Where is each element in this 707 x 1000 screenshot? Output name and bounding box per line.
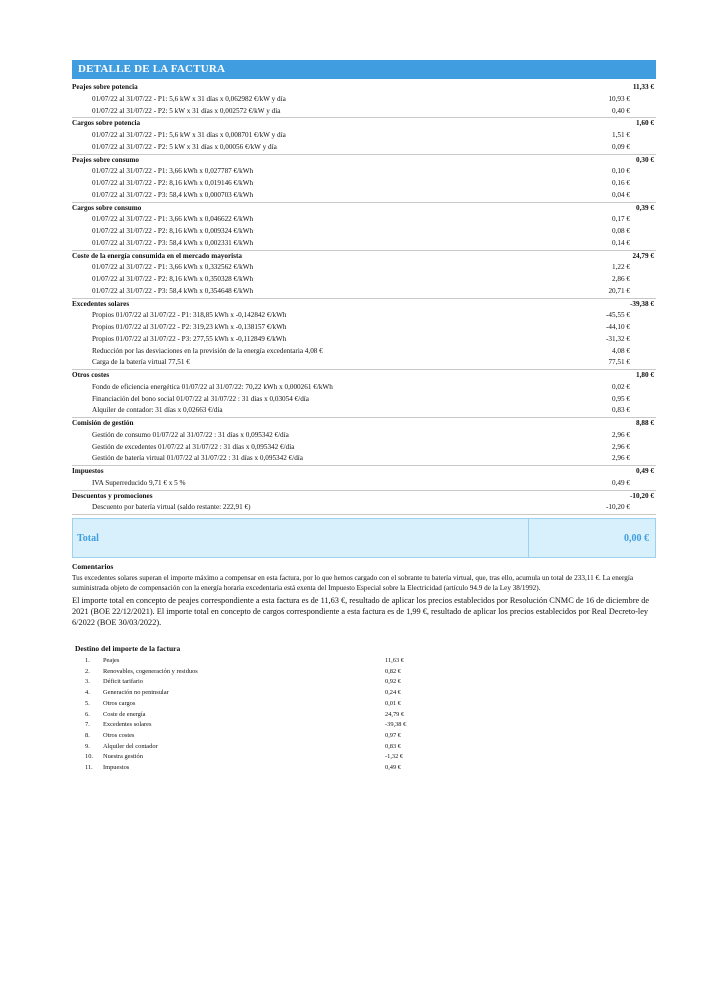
- line-item-amount: 20,71 €: [608, 286, 630, 295]
- section-title: Otros costes: [72, 371, 110, 379]
- line-item-row: [72, 346, 656, 358]
- destination-number: 4.: [85, 689, 90, 697]
- section-amount: 8,88 €: [636, 419, 654, 427]
- destination-row: [75, 656, 656, 667]
- line-item-description: 01/07/22 al 31/07/22 - P1: 3,66 kWh x 0,027787 €/kWh: [92, 167, 254, 176]
- comments-paragraph-1: Tus excedentes solares superan el importe máximo a compensar en esta factura, por lo que hemos cargado con el sobrante tu batería virtual, que, tras ello, acumula un total de 233,11 €. La energía suministrada objeto de compensación con la energía horaria excedentaria está exenta del Impuesto Especial sobre la Electricidad (artículo 94.9 de la Ley 38/1992).: [72, 574, 634, 592]
- line-item-amount: -45,55 €: [606, 311, 630, 320]
- destination-label: Renovables, cogeneración y residuos: [103, 667, 198, 675]
- destination-number: 8.: [85, 731, 90, 739]
- destination-row: [75, 667, 656, 678]
- line-item-amount: 0,95 €: [612, 394, 630, 403]
- section-amount: -10,20 €: [630, 491, 654, 500]
- destination-value: 0,82 €: [385, 667, 401, 675]
- line-item-row: [72, 130, 656, 142]
- line-item-description: Carga de la batería virtual 77,51 €: [92, 358, 190, 367]
- destination-label: Excedentes solares: [103, 721, 152, 729]
- destination-value: 0,92 €: [385, 678, 401, 686]
- section-title: Cargos sobre potencia: [72, 119, 141, 128]
- invoice-detail: [72, 60, 656, 774]
- destination-label: Déficit tarifario: [103, 678, 143, 686]
- line-item-description: 01/07/22 al 31/07/22 - P2: 5 kW x 31 días x 0,002572 €/kW y día: [92, 106, 281, 115]
- line-item-row: [72, 334, 656, 346]
- section-title: Excedentes solares: [72, 299, 130, 308]
- destination-row: [75, 731, 656, 742]
- line-item-amount: 2,96 €: [612, 454, 630, 463]
- destination-number: 3.: [85, 678, 90, 686]
- destination-number: 6.: [85, 710, 90, 718]
- line-item-amount: 0,14 €: [612, 238, 630, 247]
- line-item-description: 01/07/22 al 31/07/22 - P2: 8,16 kWh x 0,009324 €/kWh: [92, 227, 254, 235]
- section-header-row: [72, 82, 656, 94]
- line-item-row: [72, 322, 656, 334]
- section-title: Coste de la energía consumida en el mercado mayorista: [72, 251, 242, 260]
- destination-list: [75, 656, 656, 774]
- line-item-row: [72, 178, 656, 190]
- line-item-description: 01/07/22 al 31/07/22 - P3: 58,4 kWh x 0,000703 €/kWh: [92, 190, 254, 199]
- comments-section: [72, 562, 656, 628]
- total-label: Total: [77, 532, 99, 544]
- section-amount: 11,33 €: [632, 83, 654, 91]
- destination-row: [75, 742, 656, 753]
- line-item-description: 01/07/22 al 31/07/22 - P2: 8,16 kWh x 0,019146 €/kWh: [92, 179, 254, 187]
- destination-label: Peajes: [103, 657, 120, 664]
- comments-title: Comentarios: [72, 562, 114, 571]
- section-title: Cargos sobre consumo: [72, 203, 142, 212]
- line-item-row: [72, 394, 656, 406]
- line-item-description: Reducción por las desviaciones en la previsión de la energía excedentaria 4,08 €: [92, 346, 323, 355]
- line-item-description: Fondo de eficiencia energética 01/07/22 al 31/07/22: 70,22 kWh x 0,000261 €/kWh: [92, 382, 333, 391]
- destination-label: Coste de energía: [103, 710, 146, 718]
- line-item-amount: 0,02 €: [612, 382, 630, 391]
- line-item-description: Propios 01/07/22 al 31/07/22 - P1: 318,85 kWh x -0,142842 €/kWh: [92, 311, 287, 320]
- line-item-amount: 1,22 €: [612, 263, 630, 272]
- section-header-row: [72, 299, 656, 311]
- comments-paragraph-2: El importe total en concepto de peajes correspondiente a esta factura es de 11,63 €, resultado de aplicar los precios establecidos por Resolución CNMC de 16 de diciembre de 2021 (BOE 22/12/2021). El importe total en concepto de cargos correspondiente a esta factura es de 1,99 €, resultado de aplicar los precios establecidos por Real Decreto-ley 6/2022 (BOE 30/03/2022).: [72, 596, 650, 627]
- line-item-amount: 2,86 €: [612, 275, 630, 283]
- line-item-row: [72, 274, 656, 286]
- line-item-row: [72, 453, 656, 465]
- destination-value: 24,79 €: [385, 710, 405, 718]
- destination-label: Otros costes: [103, 731, 135, 739]
- section-header-row: [72, 466, 656, 478]
- line-item-amount: 0,49 €: [612, 478, 630, 487]
- line-item-row: [72, 226, 656, 238]
- line-item-row: [72, 478, 656, 490]
- line-item-description: 01/07/22 al 31/07/22 - P1: 3,66 kWh x 0,332562 €/kWh: [92, 263, 254, 272]
- section-header-row: [72, 203, 656, 215]
- line-item-row: [72, 382, 656, 394]
- line-item-description: Propios 01/07/22 al 31/07/22 - P3: 277,55 kWh x -0,112849 €/kWh: [92, 334, 287, 343]
- line-item-amount: 2,96 €: [612, 442, 630, 451]
- section-header-row: [72, 251, 656, 263]
- destination-value: 0,97 €: [385, 731, 401, 739]
- line-item-description: 01/07/22 al 31/07/22 - P3: 58,4 kWh x 0,354648 €/kWh: [92, 286, 254, 295]
- line-item-row: [72, 405, 656, 417]
- line-item-amount: 0,10 €: [612, 167, 630, 176]
- section-amount: 1,60 €: [636, 119, 654, 128]
- destination-row: [75, 763, 656, 774]
- line-item-description: Alquiler de contador: 31 días x 0,02663 €/día: [92, 406, 223, 415]
- destination-number: 7.: [85, 721, 90, 729]
- line-item-description: Gestión de excedentes 01/07/22 al 31/07/22 : 31 días x 0,095342 €/día: [92, 442, 295, 451]
- line-item-row: [72, 238, 656, 250]
- section-banner: DETALLE DE LA FACTURA: [72, 60, 656, 79]
- line-item-row: [72, 310, 656, 322]
- line-item-amount: 4,08 €: [612, 346, 630, 355]
- destination-row: [75, 677, 656, 688]
- line-item-row: [72, 214, 656, 226]
- destination-number: 9.: [85, 742, 90, 750]
- section-amount: 0,49 €: [636, 467, 654, 475]
- line-item-description: Gestión de consumo 01/07/22 al 31/07/22 : 31 días x 0,095342 €/día: [92, 430, 289, 439]
- line-item-row: [72, 262, 656, 274]
- line-item-row: [72, 502, 656, 514]
- line-item-amount: 0,83 €: [612, 406, 630, 415]
- line-item-description: Financiación del bono social 01/07/22 al 31/07/22 : 31 días x 0,03054 €/día: [92, 394, 309, 403]
- section-amount: 0,39 €: [636, 203, 654, 212]
- line-item-description: 01/07/22 al 31/07/22 - P1: 3,66 kWh x 0,046622 €/kWh: [92, 215, 254, 224]
- invoice-table: [72, 82, 656, 515]
- section-amount: -39,38 €: [630, 299, 654, 308]
- line-item-row: [72, 430, 656, 442]
- destination-value: 0,01 €: [385, 699, 401, 707]
- line-item-description: IVA Superreducido 9,71 € x 5 %: [92, 478, 186, 487]
- destination-row: [75, 720, 656, 731]
- destination-value: 0,49 €: [385, 764, 401, 772]
- line-item-amount: -44,10 €: [606, 323, 630, 331]
- section-header-row: [72, 491, 656, 503]
- total-box: [72, 518, 656, 558]
- destination-value: 11,63 €: [385, 657, 404, 664]
- line-item-row: [72, 142, 656, 154]
- line-item-amount: 1,51 €: [612, 131, 630, 139]
- destination-label: Alquiler del contador: [103, 742, 158, 750]
- destination-title: Destino del importe de la factura: [75, 644, 181, 653]
- line-item-amount: -10,20 €: [606, 503, 630, 512]
- line-item-row: [72, 106, 656, 118]
- line-item-description: 01/07/22 al 31/07/22 - P1: 5,6 kW x 31 días x 0,008701 €/kW y día: [92, 131, 286, 139]
- line-item-amount: 0,08 €: [612, 227, 630, 235]
- line-item-description: Propios 01/07/22 al 31/07/22 - P2: 319,23 kWh x -0,138157 €/kWh: [92, 323, 287, 331]
- section-title: Descuentos y promociones: [72, 491, 153, 500]
- section-header-row: [72, 418, 656, 430]
- line-item-amount: 2,96 €: [612, 430, 630, 439]
- destination-number: 10.: [85, 753, 93, 761]
- destination-section: [72, 644, 656, 774]
- section-title: Peajes sobre consumo: [72, 155, 139, 164]
- line-item-description: 01/07/22 al 31/07/22 - P3: 58,4 kWh x 0,002331 €/kWh: [92, 238, 254, 247]
- destination-row: [75, 710, 656, 721]
- line-item-description: 01/07/22 al 31/07/22 - P2: 8,16 kWh x 0,350328 €/kWh: [92, 275, 254, 283]
- line-item-description: Descuento por batería virtual (saldo restante: 222,91 €): [92, 503, 251, 512]
- destination-value: -39,38 €: [385, 721, 407, 729]
- line-item-amount: 0,17 €: [612, 215, 630, 224]
- line-item-row: [72, 442, 656, 454]
- destination-row: [75, 688, 656, 699]
- section-title: Comisión de gestión: [72, 419, 134, 427]
- line-item-amount: 0,04 €: [612, 190, 630, 199]
- destination-label: Impuestos: [103, 764, 130, 772]
- section-header-row: [72, 118, 656, 130]
- destination-value: 0,24 €: [385, 689, 401, 697]
- destination-row: [75, 752, 656, 763]
- section-amount: 24,79 €: [632, 251, 654, 260]
- line-item-amount: 0,16 €: [612, 179, 630, 187]
- line-item-row: [72, 94, 656, 106]
- line-item-row: [72, 286, 656, 298]
- section-header-row: [72, 155, 656, 167]
- total-value: 0,00 €: [528, 519, 655, 557]
- destination-label: Otros cargos: [103, 699, 136, 707]
- line-item-amount: -31,32 €: [606, 334, 630, 343]
- destination-row: [75, 699, 656, 710]
- destination-number: 5.: [85, 699, 90, 707]
- divider: [72, 514, 656, 515]
- line-item-description: 01/07/22 al 31/07/22 - P2: 5 kW x 31 días x 0,00056 €/kW y día: [92, 142, 277, 151]
- destination-label: Nuestra gestión: [103, 753, 143, 761]
- section-amount: 0,30 €: [636, 155, 654, 164]
- destination-value: 0,83 €: [385, 742, 401, 750]
- destination-number: 2.: [85, 667, 90, 675]
- line-item-row: [72, 190, 656, 202]
- line-item-amount: 10,93 €: [608, 94, 630, 103]
- destination-value: -1,32 €: [385, 753, 404, 761]
- section-amount: 1,80 €: [636, 371, 654, 379]
- line-item-description: Gestión de batería virtual 01/07/22 al 31/07/22 : 31 días x 0,095342 €/día: [92, 454, 303, 463]
- line-item-amount: 0,09 €: [612, 142, 630, 151]
- line-item-row: [72, 357, 656, 369]
- line-item-amount: 77,51 €: [608, 358, 630, 367]
- section-title: Impuestos: [72, 467, 104, 475]
- destination-number: 11.: [85, 764, 93, 772]
- section-title: Peajes sobre potencia: [72, 83, 138, 91]
- destination-number: 1.: [85, 657, 90, 664]
- section-header-row: [72, 370, 656, 382]
- line-item-description: 01/07/22 al 31/07/22 - P1: 5,6 kW x 31 días x 0,062982 €/kW y día: [92, 94, 286, 103]
- line-item-row: [72, 166, 656, 178]
- line-item-amount: 0,40 €: [612, 106, 630, 115]
- destination-label: Generación no peninsular: [103, 689, 169, 697]
